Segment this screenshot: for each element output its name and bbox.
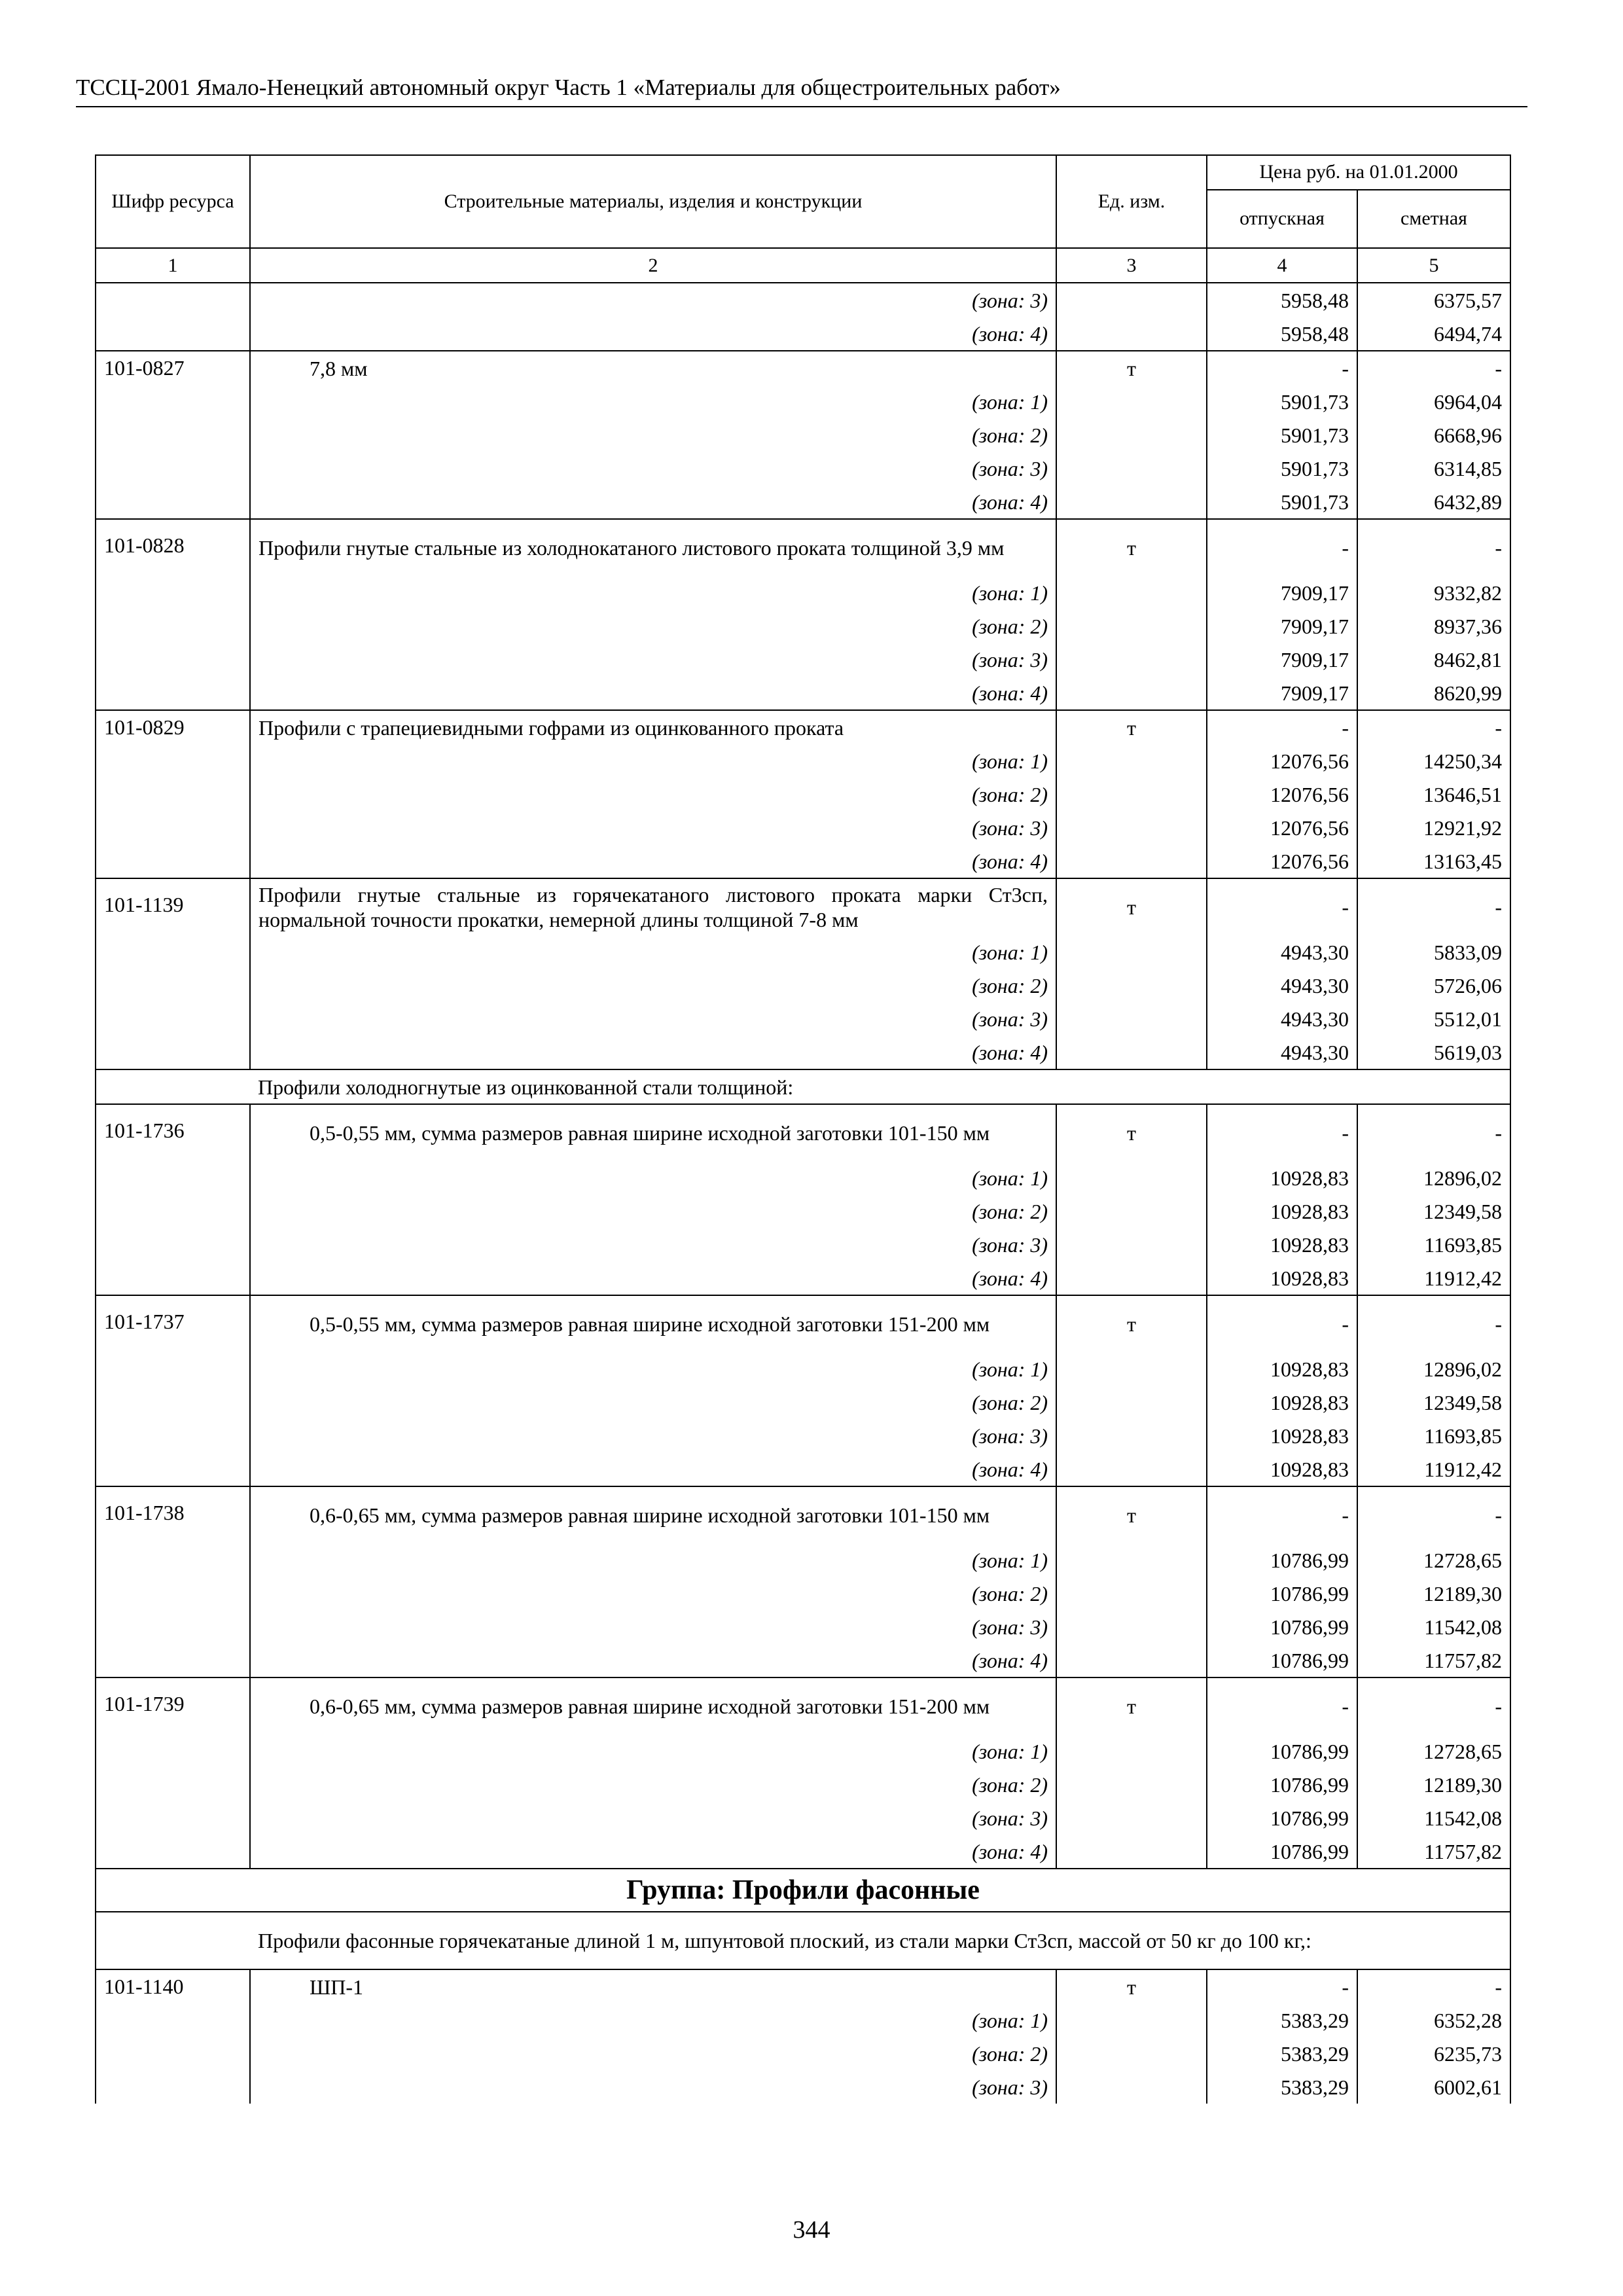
estimate-price: 6494,74 (1357, 317, 1510, 351)
release-price: 4943,30 (1207, 935, 1357, 969)
release-price: 10786,99 (1207, 1768, 1357, 1801)
group-title: Группа: Профили фасонные (96, 1869, 1510, 1912)
table-item (96, 351, 1510, 519)
release-price: 7909,17 (1207, 609, 1357, 643)
release-price: 10928,83 (1207, 1194, 1357, 1228)
release-price: 10786,99 (1207, 1643, 1357, 1677)
zone-label: (зона: 2) (250, 1386, 1056, 1419)
resource-code: 101-0827 (96, 351, 250, 519)
release-price: - (1207, 710, 1357, 744)
resource-code: 101-1736 (96, 1104, 250, 1295)
zone-label: (зона: 3) (250, 283, 1056, 317)
price-table (95, 154, 1511, 2104)
unit: т (1056, 351, 1207, 385)
table-item (96, 878, 1510, 1069)
zone-label: (зона: 2) (250, 1577, 1056, 1610)
estimate-price: - (1357, 351, 1510, 385)
zone-label: (зона: 4) (250, 1035, 1056, 1069)
estimate-price: 6002,61 (1357, 2070, 1510, 2104)
group-heading (96, 1869, 1510, 1969)
release-price: 10786,99 (1207, 1835, 1357, 1869)
page-number: 344 (793, 2216, 830, 2244)
release-price: 10928,83 (1207, 1386, 1357, 1419)
col-estimate-header: сметная (1357, 190, 1510, 248)
release-price: 5901,73 (1207, 385, 1357, 418)
estimate-price: 8462,81 (1357, 643, 1510, 676)
estimate-price: 11757,82 (1357, 1643, 1510, 1677)
zone-label: (зона: 4) (250, 1452, 1056, 1486)
estimate-price: 8620,99 (1357, 676, 1510, 710)
item-name: 0,5-0,55 мм, сумма размеров равная ширине исходной заготовки 151-200 мм (250, 1295, 1056, 1352)
unit: т (1056, 878, 1207, 935)
release-price: - (1207, 351, 1357, 385)
zone-label: (зона: 2) (250, 609, 1056, 643)
zone-label: (зона: 4) (250, 676, 1056, 710)
estimate-price: 12896,02 (1357, 1352, 1510, 1386)
table-item (96, 1104, 1510, 1295)
release-price: 4943,30 (1207, 969, 1357, 1002)
estimate-price: - (1357, 1295, 1510, 1352)
estimate-price: 5833,09 (1357, 935, 1510, 969)
release-price: 4943,30 (1207, 1035, 1357, 1069)
estimate-price: 6314,85 (1357, 452, 1510, 485)
estimate-price: 6352,28 (1357, 2003, 1510, 2037)
estimate-price: 12189,30 (1357, 1577, 1510, 1610)
subheading (96, 1069, 1510, 1104)
item-name: Профили гнутые стальные из горячекатаного листового проката марки Ст3сп, нормальной точности прокатки, немерной длины толщиной 7-8 мм (250, 878, 1056, 935)
release-price: 10786,99 (1207, 1801, 1357, 1835)
col-number: 2 (250, 248, 1056, 283)
item-name: 7,8 мм (250, 351, 1056, 385)
resource-code: 101-0828 (96, 519, 250, 710)
col-price-header: Цена руб. на 01.01.2000 (1207, 155, 1510, 190)
zone-label: (зона: 2) (250, 1768, 1056, 1801)
zone-label: (зона: 4) (250, 1643, 1056, 1677)
release-price: 5901,73 (1207, 418, 1357, 452)
estimate-price: 12349,58 (1357, 1194, 1510, 1228)
release-price: 10928,83 (1207, 1452, 1357, 1486)
item-name: 0,5-0,55 мм, сумма размеров равная ширине исходной заготовки 101-150 мм (250, 1104, 1056, 1161)
estimate-price: 12349,58 (1357, 1386, 1510, 1419)
item-name: 0,6-0,65 мм, сумма размеров равная ширине исходной заготовки 101-150 мм (250, 1486, 1056, 1543)
zone-label: (зона: 4) (250, 317, 1056, 351)
resource-code: 101-1737 (96, 1295, 250, 1486)
estimate-price: 5512,01 (1357, 1002, 1510, 1035)
estimate-price: 5619,03 (1357, 1035, 1510, 1069)
release-price: 10928,83 (1207, 1228, 1357, 1261)
col-name-header: Строительные материалы, изделия и конструкции (250, 155, 1056, 248)
zone-label: (зона: 3) (250, 1419, 1056, 1452)
estimate-price: - (1357, 878, 1510, 935)
release-price: - (1207, 1486, 1357, 1543)
zone-label: (зона: 3) (250, 452, 1056, 485)
subheading-shaped: Профили фасонные горячекатаные длиной 1 м, шпунтовой плоский, из стали марки Ст3сп, массой от 50 кг до 100 кг,: (250, 1912, 1510, 1969)
zone-label: (зона: 1) (250, 1352, 1056, 1386)
release-price: - (1207, 1677, 1357, 1734)
estimate-price: - (1357, 710, 1510, 744)
estimate-price: 11693,85 (1357, 1228, 1510, 1261)
zone-label: (зона: 1) (250, 1161, 1056, 1194)
estimate-price: 12728,65 (1357, 1543, 1510, 1577)
zone-label: (зона: 1) (250, 576, 1056, 609)
zone-label: (зона: 4) (250, 844, 1056, 878)
unit: т (1056, 1295, 1207, 1352)
item-name: Профили с трапециевидными гофрами из оцинкованного проката (250, 710, 1056, 744)
unit: т (1056, 1677, 1207, 1734)
unit: т (1056, 1969, 1207, 2003)
release-price: 5383,29 (1207, 2070, 1357, 2104)
unit: т (1056, 710, 1207, 744)
estimate-price: 6432,89 (1357, 485, 1510, 519)
release-price: 12076,56 (1207, 744, 1357, 778)
release-price: 5901,73 (1207, 452, 1357, 485)
estimate-price: 9332,82 (1357, 576, 1510, 609)
estimate-price: 12728,65 (1357, 1734, 1510, 1768)
resource-code: 101-1739 (96, 1677, 250, 1869)
zone-label: (зона: 3) (250, 1610, 1056, 1643)
zone-label: (зона: 1) (250, 2003, 1056, 2037)
release-price: 5383,29 (1207, 2037, 1357, 2070)
zone-label: (зона: 3) (250, 811, 1056, 844)
estimate-price: 6375,57 (1357, 283, 1510, 317)
resource-code: 101-0829 (96, 710, 250, 878)
estimate-price: 11542,08 (1357, 1610, 1510, 1643)
zone-label: (зона: 3) (250, 1801, 1056, 1835)
estimate-price: 14250,34 (1357, 744, 1510, 778)
estimate-price: 11912,42 (1357, 1452, 1510, 1486)
zone-label: (зона: 2) (250, 1194, 1056, 1228)
item-name: ШП-1 (250, 1969, 1056, 2003)
release-price: 7909,17 (1207, 576, 1357, 609)
continued-item (96, 283, 1510, 351)
item-name: Профили гнутые стальные из холоднокатаного листового проката толщиной 3,9 мм (250, 519, 1056, 576)
estimate-price: 5726,06 (1357, 969, 1510, 1002)
zone-label: (зона: 1) (250, 1734, 1056, 1768)
estimate-price: 11693,85 (1357, 1419, 1510, 1452)
release-price: 12076,56 (1207, 844, 1357, 878)
table-item (96, 710, 1510, 878)
zone-label: (зона: 3) (250, 1002, 1056, 1035)
estimate-price: 12189,30 (1357, 1768, 1510, 1801)
estimate-price: 11757,82 (1357, 1835, 1510, 1869)
estimate-price: 11912,42 (1357, 1261, 1510, 1295)
unit: т (1056, 1486, 1207, 1543)
col-code-header: Шифр ресурса (96, 155, 250, 248)
zone-label: (зона: 1) (250, 385, 1056, 418)
zone-label: (зона: 3) (250, 1228, 1056, 1261)
table-item (96, 519, 1510, 710)
release-price: 5383,29 (1207, 2003, 1357, 2037)
resource-code: 101-1140 (96, 1969, 250, 2104)
zone-label: (зона: 2) (250, 418, 1056, 452)
zone-label: (зона: 3) (250, 2070, 1056, 2104)
release-price: 10786,99 (1207, 1577, 1357, 1610)
item-name: 0,6-0,65 мм, сумма размеров равная ширине исходной заготовки 151-200 мм (250, 1677, 1056, 1734)
unit: т (1056, 1104, 1207, 1161)
estimate-price: - (1357, 1677, 1510, 1734)
col-number: 5 (1357, 248, 1510, 283)
release-price: 5958,48 (1207, 317, 1357, 351)
table-item (96, 1969, 1510, 2104)
zone-label: (зона: 4) (250, 1835, 1056, 1869)
zone-label: (зона: 4) (250, 1261, 1056, 1295)
estimate-price: 13163,45 (1357, 844, 1510, 878)
zone-label: (зона: 4) (250, 485, 1056, 519)
estimate-price: 6964,04 (1357, 385, 1510, 418)
release-price: 10928,83 (1207, 1161, 1357, 1194)
release-price: 7909,17 (1207, 676, 1357, 710)
table-item (96, 1677, 1510, 1869)
table-item (96, 1295, 1510, 1486)
release-price: - (1207, 878, 1357, 935)
zone-label: (зона: 2) (250, 2037, 1056, 2070)
estimate-price: 11542,08 (1357, 1801, 1510, 1835)
estimate-price: 8937,36 (1357, 609, 1510, 643)
estimate-price: - (1357, 1969, 1510, 2003)
zone-label: (зона: 1) (250, 935, 1056, 969)
estimate-price: 6668,96 (1357, 418, 1510, 452)
release-price: 10786,99 (1207, 1610, 1357, 1643)
release-price: 10928,83 (1207, 1419, 1357, 1452)
release-price: 12076,56 (1207, 778, 1357, 811)
subheading-cold: Профили холодногнутые из оцинкованной стали толщиной: (250, 1069, 1510, 1104)
release-price: - (1207, 519, 1357, 576)
release-price: - (1207, 1104, 1357, 1161)
release-price: 12076,56 (1207, 811, 1357, 844)
estimate-price: - (1357, 1486, 1510, 1543)
release-price: 5901,73 (1207, 485, 1357, 519)
zone-label: (зона: 1) (250, 744, 1056, 778)
release-price: 10928,83 (1207, 1352, 1357, 1386)
estimate-price: - (1357, 1104, 1510, 1161)
release-price: - (1207, 1295, 1357, 1352)
release-price: 7909,17 (1207, 643, 1357, 676)
zone-label: (зона: 3) (250, 643, 1056, 676)
table-item (96, 1486, 1510, 1677)
zone-label: (зона: 1) (250, 1543, 1056, 1577)
unit: т (1056, 519, 1207, 576)
col-unit-header: Ед. изм. (1056, 155, 1207, 248)
estimate-price: 12896,02 (1357, 1161, 1510, 1194)
zone-label: (зона: 2) (250, 969, 1056, 1002)
release-price: 10928,83 (1207, 1261, 1357, 1295)
col-release-header: отпускная (1207, 190, 1357, 248)
col-number: 1 (96, 248, 250, 283)
table-header (96, 155, 1510, 283)
zone-label: (зона: 2) (250, 778, 1056, 811)
release-price: 4943,30 (1207, 1002, 1357, 1035)
release-price: - (1207, 1969, 1357, 2003)
estimate-price: 6235,73 (1357, 2037, 1510, 2070)
col-number: 4 (1207, 248, 1357, 283)
release-price: 10786,99 (1207, 1734, 1357, 1768)
estimate-price: - (1357, 519, 1510, 576)
resource-code: 101-1139 (96, 878, 250, 1069)
release-price: 10786,99 (1207, 1543, 1357, 1577)
running-header: ТССЦ-2001 Ямало-Ненецкий автономный округ Часть 1 «Материалы для общестроительных работ» (76, 73, 1527, 107)
col-number: 3 (1056, 248, 1207, 283)
estimate-price: 13646,51 (1357, 778, 1510, 811)
estimate-price: 12921,92 (1357, 811, 1510, 844)
resource-code: 101-1738 (96, 1486, 250, 1677)
release-price: 5958,48 (1207, 283, 1357, 317)
